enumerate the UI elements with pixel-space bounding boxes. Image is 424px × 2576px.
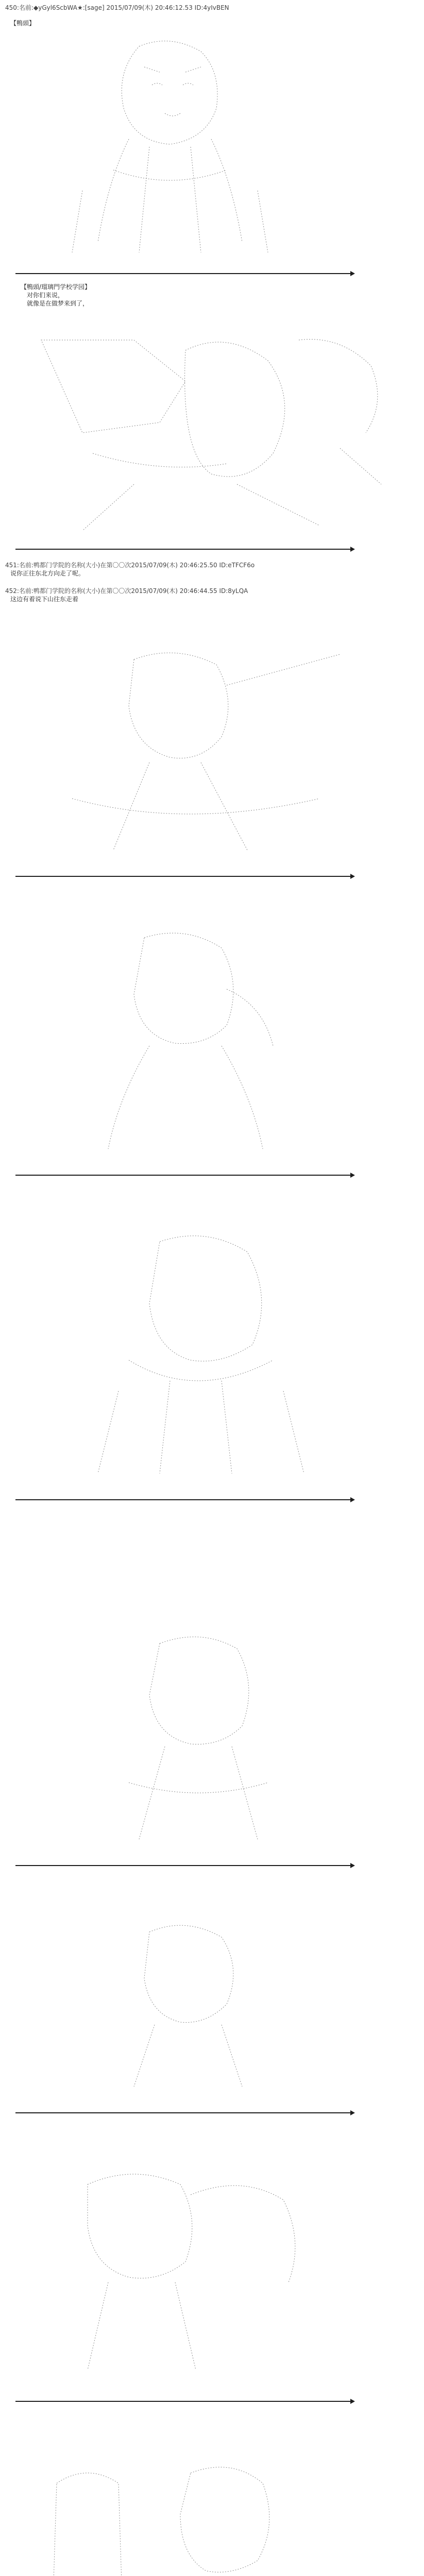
separator-arrow [15, 876, 350, 877]
dialogue-line [10, 596, 78, 603]
post-header-text: 452:名前:鸭都门学院的名称(大小)在第〇〇次2015/07/09(木) 20:46:44.55 ID:8yLQA [5, 587, 248, 595]
ascii-art-figure [31, 319, 392, 536]
ascii-art-panel [67, 1226, 325, 1484]
separator-arrow [15, 1865, 350, 1866]
dialogue-text: 说你正往东北方向走了呢。 [10, 570, 85, 577]
separator-arrow [15, 2401, 350, 2402]
separator-arrow [15, 549, 350, 550]
ascii-art-panel [57, 927, 304, 1154]
dialogue-line [27, 300, 89, 308]
ascii-art-panel [62, 36, 278, 263]
dialogue-text: 对你们来说， [27, 292, 64, 299]
post-header [5, 562, 255, 569]
ascii-art-panel [31, 644, 366, 860]
post-header [5, 4, 229, 12]
post-header-text: 450:名前:◆yGyl6ScbWA★:[sage] 2015/07/09(木) 20:46:12.53 ID:4yIvBEN [5, 4, 229, 11]
ascii-art-panel [36, 2452, 355, 2576]
dialogue-line [27, 292, 64, 299]
separator-arrow [15, 2112, 350, 2113]
ascii-art-figure [77, 1628, 319, 1844]
ascii-art-figure [62, 36, 278, 263]
ascii-art-panel [31, 319, 392, 536]
post-header-text: 451:名前:鸭都门学院的名称(大小)在第〇〇次2015/07/09(木) 20:46:25.50 ID:eTFCF6o [5, 562, 255, 569]
ascii-art-figure [57, 927, 304, 1154]
ascii-art-panel [57, 2164, 314, 2380]
separator-arrow [15, 1175, 350, 1176]
ascii-art-figure [36, 2452, 355, 2576]
ascii-art-panel [77, 1628, 319, 1844]
ascii-art-panel [88, 1917, 283, 2092]
ascii-art-figure [31, 644, 366, 860]
speaker-label-text: 【鴨頭】 [10, 20, 36, 27]
speaker-label [21, 283, 91, 291]
dialogue-line [10, 570, 84, 578]
ascii-art-figure [57, 2164, 314, 2380]
dialogue-text: 就像是在做梦来到了， [27, 300, 89, 307]
ascii-art-figure [67, 1226, 325, 1484]
ascii-art-figure [88, 1917, 283, 2092]
separator-arrow [15, 1499, 350, 1500]
post-header [5, 587, 248, 595]
speaker-label [10, 20, 35, 27]
separator-arrow [15, 273, 350, 274]
speaker-label-text: 【鴨頭/瑠璃門学校学园】 [21, 283, 91, 291]
dialogue-text: 这边有着说下山往东走着 [10, 596, 79, 603]
